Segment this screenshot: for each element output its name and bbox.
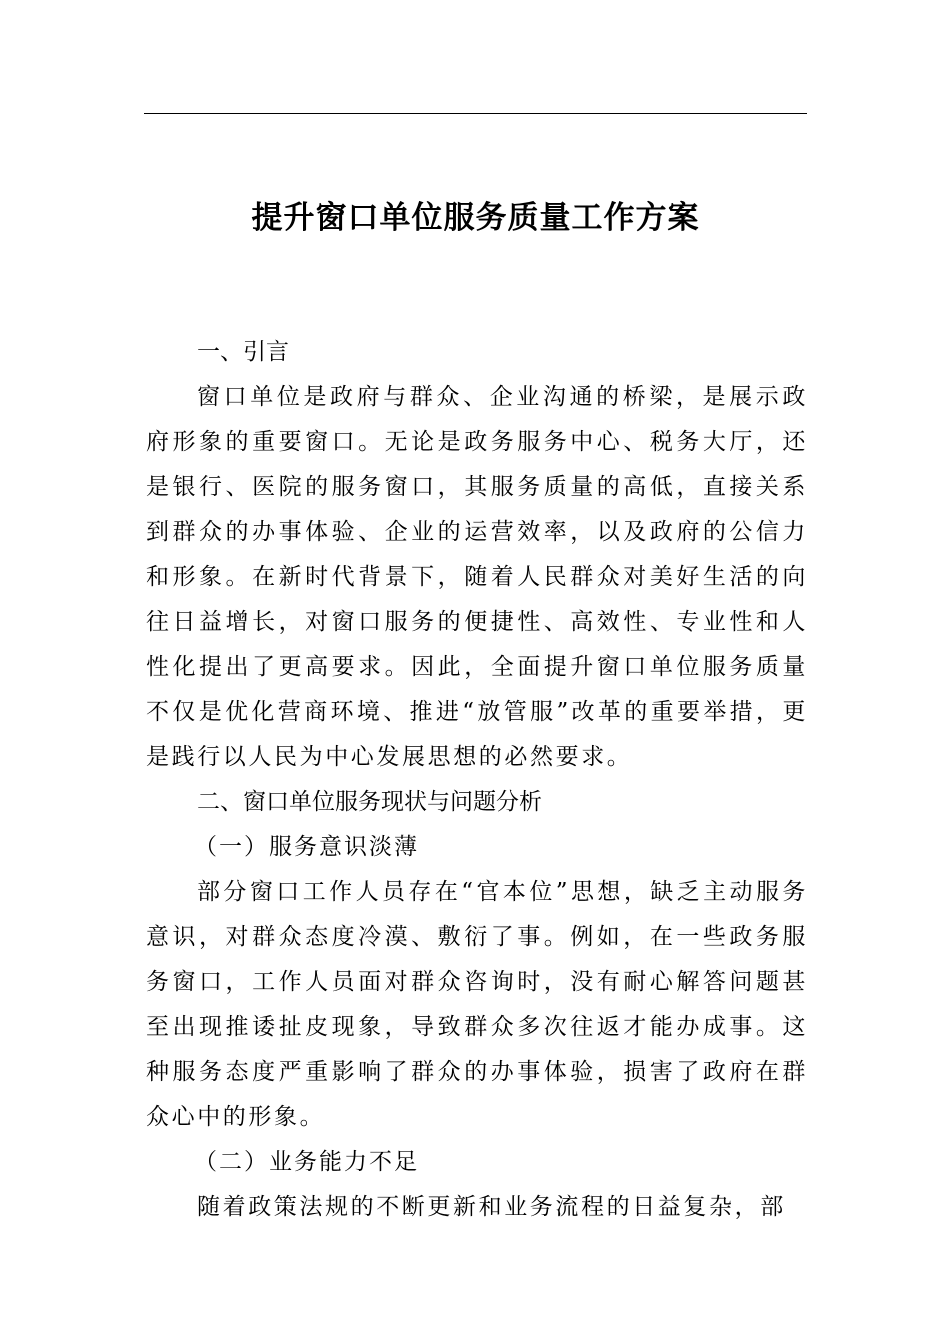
section-heading-analysis: 二、窗口单位服务现状与问题分析 (197, 789, 542, 815)
subsection-heading-service-awareness: （一）服务意识淡薄 (194, 834, 419, 860)
document-body (146, 330, 808, 1230)
document-title: 提升窗口单位服务质量工作方案 (251, 200, 700, 236)
header-rule (144, 113, 807, 114)
paragraph-intro: 窗口单位是政府与群众、企业沟通的桥梁，是展示政府形象的重要窗口。无论是政务服务中心、税务大厅，还是银行、医院的服务窗口，其服务质量的高低，直接关系到群众的办事体验、企业的运营效率，以及政府的公信力和形象。在新时代背景下，随着人民群众对美好生活的向往日益增长，对窗口服务的便捷性、高效性、专业性和人性化提出了更高要求。因此，全面提升窗口单位服务质量不仅是优化营商环境、推进“放管服”改革的重要举措，更是践行以人民为中心发展思想的必然要求。 (146, 384, 808, 770)
paragraph-service-awareness: 部分窗口工作人员存在“官本位”思想，缺乏主动服务意识，对群众态度冷漠、敷衍了事。例如，在一些政务服务窗口，工作人员面对群众咨询时，没有耐心解答问题甚至出现推诿扯皮现象，导致群众多次往返才能办成事。这种服务态度严重影响了群众的办事体验，损害了政府在群众心中的形象。 (146, 879, 808, 1130)
subsection-heading-business-ability: （二）业务能力不足 (194, 1149, 419, 1175)
section-heading-intro: 一、引言 (197, 339, 289, 365)
paragraph-business-ability: 随着政策法规的不断更新和业务流程的日益复杂，部 (197, 1194, 786, 1220)
